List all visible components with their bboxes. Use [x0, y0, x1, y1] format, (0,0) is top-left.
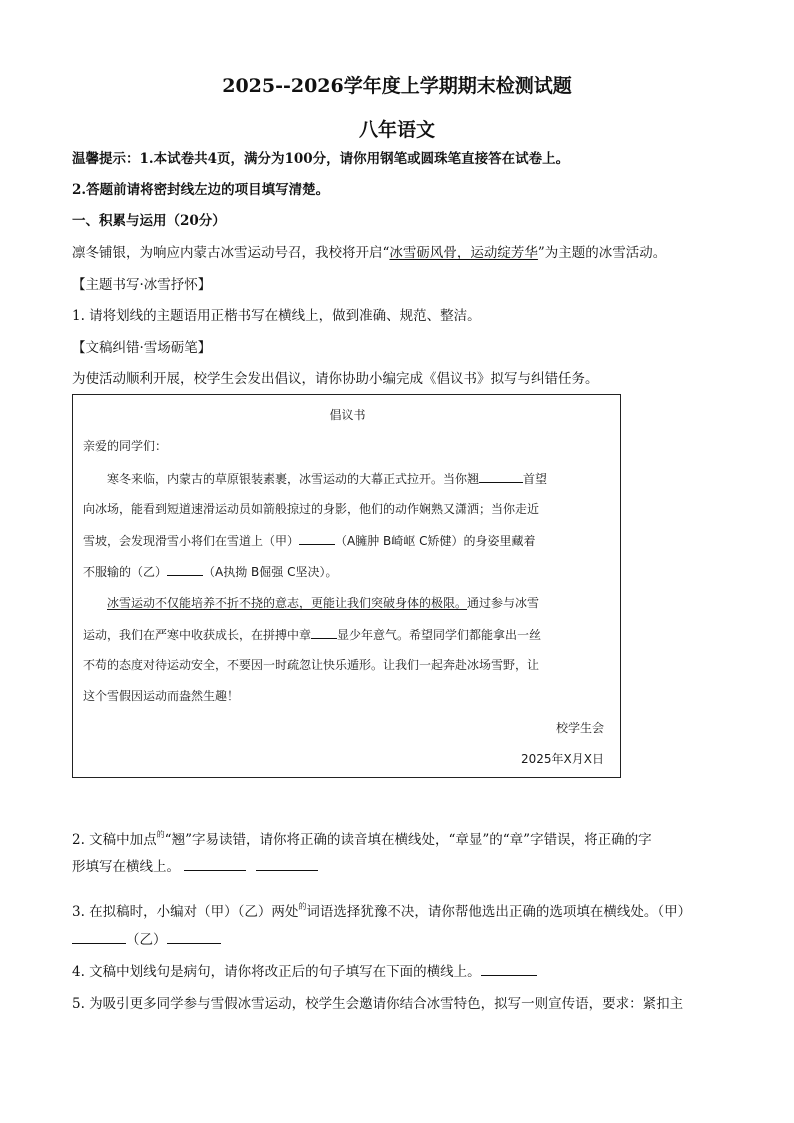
answer-blank[interactable] [479, 470, 523, 483]
emphasis-mark: 的 [156, 830, 165, 839]
question-3-line1 [72, 898, 691, 921]
p1-line1-text: 寒冬来临，内蒙古的草原银装素裹，冰雪运动的大幕正式拉开。当你翘 [107, 472, 480, 486]
question-2-line1 [72, 826, 652, 849]
answer-blank[interactable] [167, 563, 203, 576]
emphasis-mark: 的 [298, 902, 307, 911]
letter-p1-line4 [83, 563, 337, 580]
letter-greeting: 亲爱的同学们： [83, 439, 168, 453]
letter-p2-line4: 这个雪假因运动而盎然生趣！ [83, 689, 240, 703]
q2-text-pre: 2. 文稿中加点 [72, 832, 157, 848]
letter-title: 倡议书 [329, 408, 366, 422]
section-intro [72, 244, 666, 262]
question-3-line2 [72, 931, 221, 949]
p2-line2-text: 运动，我们在严寒中收获成长，在拼搏中章 [83, 628, 312, 642]
question-4 [72, 963, 537, 981]
letter-p1-line1 [107, 470, 547, 487]
letter-p2-line1 [107, 595, 539, 611]
answer-blank-character[interactable] [256, 858, 318, 871]
letter-intro: 为使活动顺利开展，校学生会发出倡议，请你协助小编完成《倡议书》拟写与纠错任务。 [72, 371, 599, 387]
question-5: 5. 为吸引更多同学参与雪假冰雪运动，校学生会邀请你结合冰雪特色，拟写一则宣传语，要求：紧扣主 [72, 996, 684, 1012]
exam-subtitle: 八年语文 [358, 119, 435, 141]
question-2-line2 [72, 858, 318, 876]
letter-signature: 校学生会 [555, 721, 604, 735]
subsection-heading-2: 【文稿纠错·雪场砺笔】 [72, 340, 212, 356]
answer-blank-yi[interactable] [167, 931, 221, 944]
q2-text-post: “翘”字易读错，请你将正确的读音填在横线处，“章显”的“章”字错误，将正确的字 [164, 832, 652, 848]
p1-line1-tail: 首望 [523, 472, 548, 486]
q2-line2-text: 形填写在横线上。 [72, 859, 180, 875]
letter-p2-line2 [83, 626, 541, 643]
intro-text-pre: 凛冬铺银，为响应内蒙古冰雪运动号召，我校将开启“ [72, 245, 390, 261]
answer-blank[interactable] [311, 626, 337, 639]
notice-line-2: 2.答题前请将密封线左边的项目填写清楚。 [72, 182, 330, 198]
proposal-letter-box [72, 394, 621, 778]
p1-line4-text: 不服输的（乙） [83, 565, 168, 579]
p2-line1-tail: 通过参与冰雪 [467, 596, 540, 610]
intro-text-post: ”为主题的冰雪活动。 [537, 245, 667, 261]
p1-line4-tail: （A执拗 B倔强 C坚决）。 [203, 565, 338, 579]
q3-yi-label: （乙） [126, 932, 167, 948]
q3-text-post: 词语选择犹豫不决，请你帮他选出正确的选项填在横线处。（甲） [306, 904, 692, 920]
question-1: 1. 请将划线的主题语用正楷书写在横线上，做到准确、规范、整洁。 [72, 308, 481, 324]
section-heading: 一、积累与运用（20分） [72, 213, 226, 229]
letter-p2-line3: 不苟的态度对待运动安全，不要因一时疏忽让快乐遁形。让我们一起奔赴冰场雪野，让 [83, 658, 540, 672]
q3-text-pre: 3. 在拟稿时，小编对（甲）（乙）两处 [72, 904, 299, 920]
exam-title: 2025--2026学年度上学期期末检测试题 [222, 75, 572, 97]
letter-p1-line3 [83, 532, 535, 549]
answer-blank-jia[interactable] [72, 931, 126, 944]
q4-text: 4. 文稿中划线句是病句，请你将改正后的句子填写在下面的横线上。 [72, 964, 481, 980]
letter-date: 2025年X月X日 [521, 752, 604, 766]
p1-line3-text: 雪坡，会发现滑雪小将们在雪道上（甲） [83, 534, 300, 548]
letter-p1-line2: 向冰场，能看到短道速滑运动员如箭般掠过的身影，他们的动作娴熟又潇洒；当你走近 [83, 502, 540, 516]
notice-line-1: 温馨提示：1.本试卷共4页，满分为100分，请你用钢笔或圆珠笔直接答在试卷上。 [72, 151, 570, 167]
answer-blank-pronunciation[interactable] [184, 858, 246, 871]
p2-line2-tail: 显少年意气。希望同学们都能拿出一丝 [337, 628, 542, 642]
faulty-sentence: 冰雪运动不仅能培养不折不挠的意志，更能让我们突破身体的极限。 [107, 596, 468, 610]
answer-blank[interactable] [299, 532, 335, 545]
theme-slogan: 冰雪砺风骨，运动绽芳华 [389, 245, 538, 261]
answer-blank-q4[interactable] [481, 963, 537, 976]
p1-line3-tail: （A臃肿 B崎岖 C矫健）的身姿里藏着 [335, 534, 536, 548]
subsection-heading-1: 【主题书写·冰雪抒怀】 [72, 277, 212, 293]
